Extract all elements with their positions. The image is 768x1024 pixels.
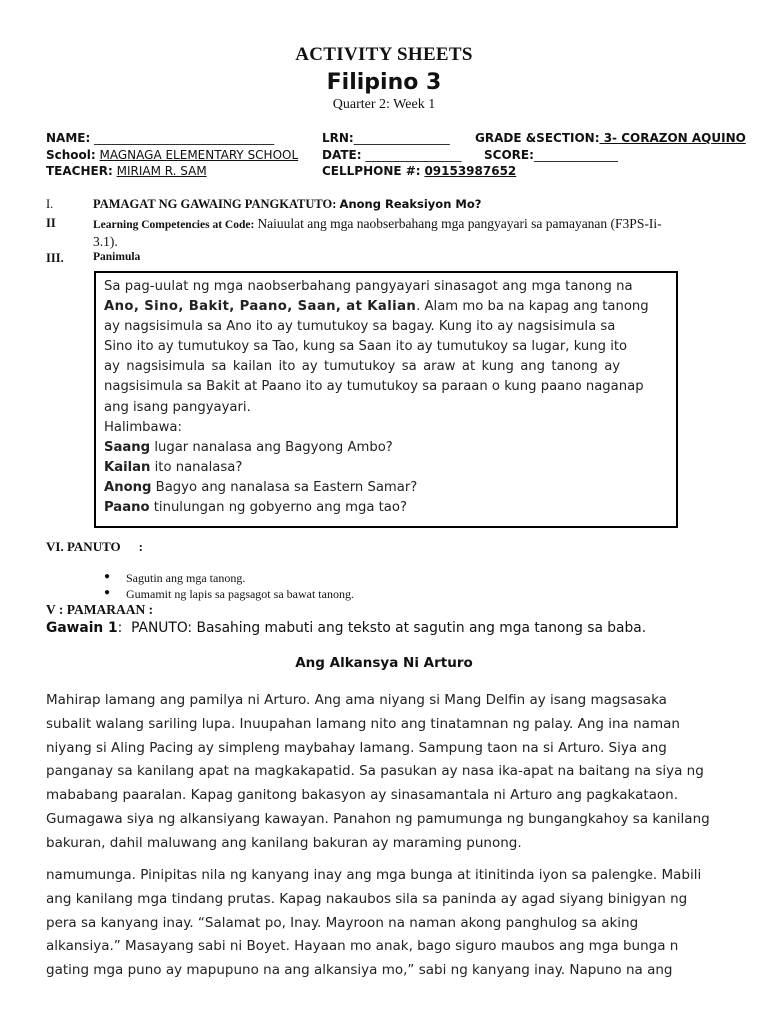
cellphone-value: 09153987652 — [424, 164, 517, 178]
section-2-number: II — [46, 216, 56, 230]
name-label: NAME: — [46, 131, 91, 145]
cellphone-label: CELLPHONE #: — [322, 164, 421, 178]
lrn-field — [322, 131, 450, 145]
story-p1-line-1: Mahirap lamang ang pamilya ni Arturo. Ang ama niyang si Mang Delfin ay isang magsasaka — [46, 692, 667, 708]
intro-line-5: ay nagsisimula sa kailan ito ay tumutukoy sa araw at kung ang tanong ay — [104, 359, 621, 375]
document-title: ACTIVITY SHEETS — [295, 44, 473, 65]
score-blank: ______________ — [533, 148, 618, 162]
section-3-number: III. — [46, 251, 64, 265]
subject-title: Filipino 3 — [326, 70, 442, 95]
grade-value: 3- CORAZON AQUINO — [599, 131, 746, 145]
panuto-item-2: Gumamit ng lapis sa pagsagot sa bawat tanong. — [126, 587, 354, 601]
story-title: Ang Alkansya Ni Arturo — [295, 655, 473, 671]
example-1 — [104, 438, 667, 458]
intro-line-2 — [104, 297, 667, 317]
story-p1-line-3: niyang si Aling Pacing ay simpleng maybahay lamang. Sampung taon na si Arturo. Siya ang — [46, 739, 667, 756]
example-3-rest: Bagyo ang nanalasa sa Eastern Samar? — [151, 479, 418, 495]
intro-question-words: Ano, Sino, Bakit, Paano, Saan, at Kalian — [104, 299, 417, 315]
story-p2-line-4: alkansiya.” Masayang sabi ni Boyet. Hayaan mo anak, bago siguro maubos ang mga bunga n — [46, 938, 679, 955]
section-1-value: Anong Reaksiyon Mo? — [339, 197, 482, 211]
name-blank: ______________________________ — [94, 131, 275, 145]
story-p2-line-2: ang kanilang mga tindang prutas. Kapag nakaubos sila sa paninda ay agad siyang binigyan ng — [46, 890, 688, 907]
school-field — [46, 148, 298, 162]
example-4-rest: tinulungan ng gobyerno ang mga tao? — [149, 500, 407, 516]
panuto-item-1: Sagutin ang mga tanong. — [126, 571, 246, 585]
grade-section-field — [475, 131, 746, 145]
section-2-line2: 3.1). — [93, 234, 118, 249]
story-paragraph-2 — [46, 864, 722, 983]
teacher-value: MIRIAM R. SAM — [116, 164, 207, 178]
story-p1-line-6: Gumagawa siya ng alkansiyang kawayan. Panahon ng pamumunga ng bungangkahoy sa kanilang — [46, 810, 710, 827]
intro-line-7: ang isang pangyayari. — [104, 399, 251, 415]
bullet-dot-2: ● — [104, 587, 111, 598]
quarter-week: Quarter 2: Week 1 — [332, 97, 436, 112]
school-label: School: — [46, 148, 96, 162]
story-p1-line-2: subalit walang sariling lupa. Inuupahan lamang nito ang tinatamnan ng palay. Ang ina naman — [46, 715, 680, 732]
gawain-panuto-label: PANUTO: — [131, 620, 193, 636]
example-2 — [104, 458, 667, 478]
section-2-label: Learning Competencies at Code: — [93, 219, 255, 231]
date-label: DATE: — [322, 148, 362, 162]
panuto-colon: : — [138, 539, 143, 554]
lrn-blank: ________________ — [353, 131, 450, 145]
example-4-bold: Paano — [104, 500, 150, 516]
story-p1-line-7: bakuran, dahil maluwang ang kanilang bakuran ay maraming punong. — [46, 834, 522, 851]
story-p1-line-4: panganay sa kanilang apat na magkakapatid. Sa pasukan ay nasa ika-apat na baitang na siya ng — [46, 763, 704, 780]
intro-line-6: nagsisimula sa Bakit at Paano ito ay tumutukoy sa paraan o kung paano naganap — [104, 379, 644, 395]
story-p1-line-5: mababang paaralan. Kapag ganitong bakasyon ay sinasamantala ni Arturo ang pagkakataon. — [46, 787, 679, 804]
score-field — [484, 148, 618, 162]
gawain-1-line — [46, 620, 646, 636]
date-blank: ________________ — [365, 148, 462, 162]
section-1-number: I. — [46, 197, 54, 211]
example-1-rest: lugar nanalasa ang Bagyong Ambo? — [150, 439, 393, 455]
grade-label: GRADE &SECTION: — [475, 131, 600, 145]
pamaraan-heading: V : PAMARAAN : — [46, 602, 154, 617]
lrn-label: LRN: — [322, 131, 354, 145]
gawain-panuto-text: Basahing mabuti ang teksto at sagutin ang mga tanong sa baba. — [192, 620, 647, 636]
date-field — [322, 148, 461, 162]
teacher-label: TEACHER: — [46, 164, 113, 178]
panuto-label: VI. PANUTO — [46, 539, 121, 554]
name-field — [46, 131, 274, 145]
gawain-colon: : — [117, 620, 123, 636]
example-1-bold: Saang — [104, 439, 151, 455]
intro-box — [94, 271, 678, 528]
example-3-bold: Anong — [104, 479, 152, 495]
bullet-dot-1: ● — [104, 571, 111, 582]
intro-line-3: ay nagsisimula sa Ano ito ay tumutukoy sa bagay. Kung ito ay nagsisimula sa — [104, 319, 616, 335]
story-paragraph-1 — [46, 689, 722, 856]
section-2-line1 — [93, 216, 662, 232]
intro-line-1: Sa pag-uulat ng mga naobserbahang pangyayari sinasagot ang mga tanong na — [104, 279, 633, 294]
section-2-value: Naiuulat ang mga naobserbahang mga pangyayari sa pamayanan (F3PS-Ii- — [257, 216, 662, 231]
section-1-label: PAMAGAT NG GAWAING PANGKATUTO: — [93, 197, 337, 211]
intro-line-4: Sino ito ay tumutukoy sa Tao, kung sa Saan ito ay tumutukoy sa lugar, kung ito — [104, 339, 628, 355]
section-3-label: Panimula — [93, 251, 141, 263]
example-label: Halimbawa: — [104, 419, 182, 435]
example-4 — [104, 498, 667, 518]
school-value: MAGNAGA ELEMENTARY SCHOOL — [99, 148, 299, 162]
intro-line-2-rest: . Alam mo ba na kapag ang tanong — [416, 299, 649, 315]
story-p2-line-3: pera sa kanyang inay. “Salamat po, Inay. Mayroon na naman akong panghulog sa aking — [46, 914, 639, 931]
score-label: SCORE: — [484, 148, 534, 162]
section-1-title — [93, 197, 481, 212]
panuto-heading — [46, 539, 143, 555]
example-3 — [104, 478, 667, 498]
example-2-rest: ito nanalasa? — [150, 459, 243, 475]
story-p2-line-5: gating mga puno ay mapupuno na ang alkansiya mo,” sabi ng kanyang inay. Napuno na ang — [46, 962, 673, 979]
story-p2-line-1: namumunga. Pinipitas nila ng kanyang inay ang mga bunga at itinitinda iyon sa palengke. Mabili — [46, 867, 702, 883]
teacher-field — [46, 164, 207, 178]
gawain-label: Gawain 1 — [46, 620, 118, 636]
example-2-bold: Kailan — [104, 459, 151, 475]
cellphone-field — [322, 164, 516, 178]
